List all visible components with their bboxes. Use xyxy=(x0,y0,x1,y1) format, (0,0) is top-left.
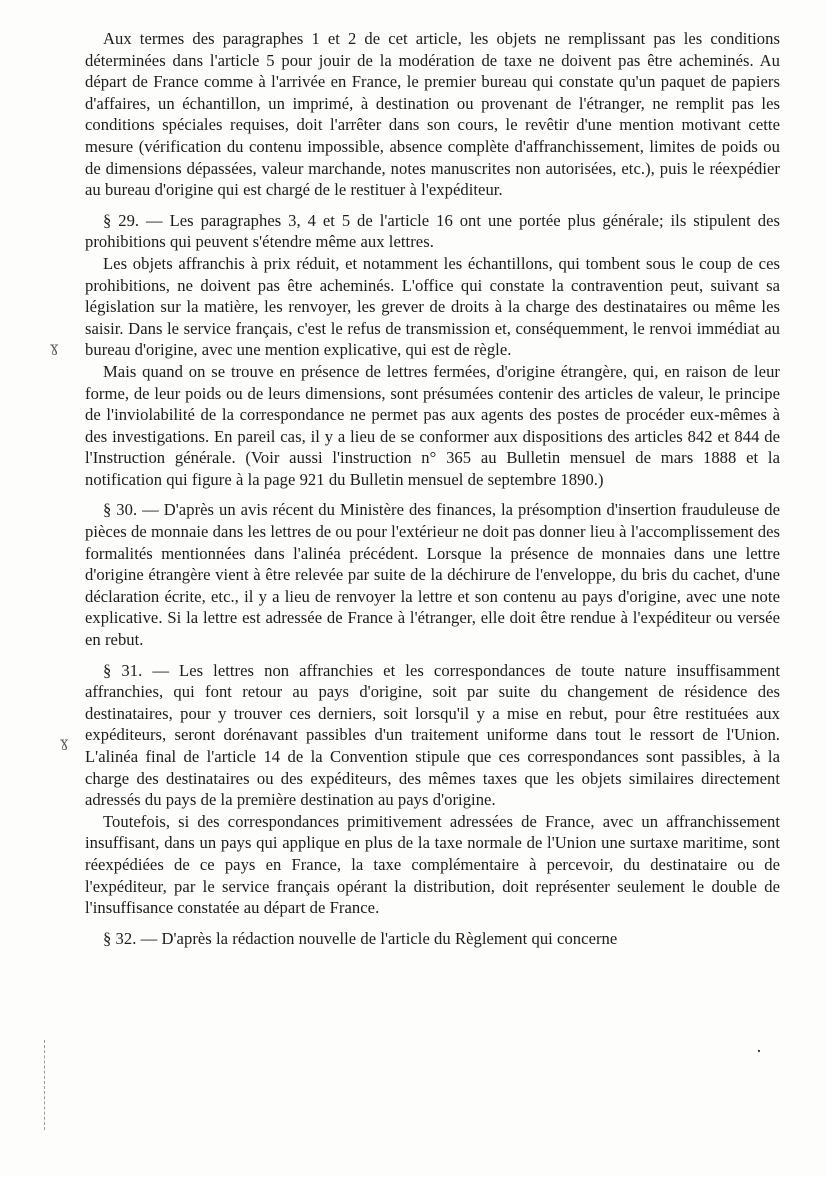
paragraph-section-30: § 30. — D'après un avis récent du Ministère des finances, la présomption d'insertion frauduleuse de pièces de monnaie dans les lettres de ou pour l'extérieur ne doit pas donner lieu à l'accomplissement des formalités mentionnées dans l'alinéa précédent. Lorsque la présence de monnaies dans une lettre d'origine étrangère vient à être relevée par suite de la déchirure de l'enveloppe, du bris du cachet, d'une déclaration écrite, etc., il y a lieu de renvoyer la lettre et son contenu au pays d'origine, avec une note explicative. Si la lettre est adressée de France à l'étranger, elle doit être rendue à l'expéditeur ou versée en rebut. xyxy=(85,500,780,650)
paragraph-section-29-sealed-letters: Mais quand on se trouve en présence de lettres fermées, d'origine étrangère, qui, en raison de leur forme, de leur poids ou de leurs dimensions, sont présumées contenir des articles de valeur, le principe de l'inviolabilité de la correspondance ne permet pas aux agents des postes de procéder eux-mêmes à des investigations. En pareil cas, il y a lieu de se conformer aux dispositions des articles 842 et 844 de l'Instruction générale. (Voir aussi l'instruction n° 365 au Bulletin mensuel de mars 1888 et la notification qui figure à la page 921 du Bulletin mensuel de septembre 1890.) xyxy=(85,361,780,489)
paragraph-section-32: § 32. — D'après la rédaction nouvelle de l'article du Règlement qui concerne xyxy=(103,928,618,948)
ink-speck xyxy=(758,1050,760,1052)
paragraph-section-29-prohibitions: Les objets affranchis à prix réduit, et notamment les échantillons, qui tombent sous le coup de ces prohibitions, ne doivent pas être acheminés. L'office qui constate la contravention peut, suivant sa législation sur la matière, les renvoyer, les grever de droits à la charge des destinataires ou même les saisir. Dans le service français, c'est le refus de transmission et, conséquemment, le renvoi immédiat au bureau d'origine, avec une mention explicative, qui est de règle. xyxy=(85,253,780,360)
paragraph-section-31-surcharge: Toutefois, si des correspondances primitivement adressées de France, avec un affranchissement insuffisant, dans un pays qui applique en plus de la taxe normale de l'Union une surtaxe maritime, sont réexpédiées de ce pays en France, la taxe complémentaire à percevoir, du destinataire ou de l'expéditeur, par le service français opérant la distribution, doit représenter seulement le double de l'insuffisance constatée au départ de France. xyxy=(85,811,780,918)
body-text xyxy=(85,28,780,949)
paragraph-section-29: § 29. — Les paragraphes 3, 4 et 5 de l'article 16 ont une portée plus générale; ils stipulent des prohibitions qui peuvent s'étendre même aux lettres. xyxy=(85,210,780,252)
paragraph-section-31: § 31. — Les lettres non affranchies et les correspondances de toute nature insuffisamment affranchies, qui font retour au pays d'origine, soit par suite du changement de résidence des destinataires, pour y trouver ces derniers, soit lorsqu'il y a mise en rebut, pour être restituées aux expéditeurs, seront dorénavant passibles d'un traitement uniforme dans tout le ressort de l'Union. L'alinéa final de l'article 14 de la Convention stipule que ces correspondances sont passibles, à la charge des destinataires ou des expéditeurs, des mêmes taxes que les objets similaires directement adressés du pays de la première destination au pays d'origine. xyxy=(85,660,780,810)
paragraph-intro: Aux termes des paragraphes 1 et 2 de cet article, les objets ne remplissant pas les conditions déterminées dans l'article 5 pour jouir de la modération de taxe ne doivent pas être acheminés. Au départ de France comme à l'arrivée en France, le premier bureau qui constate qu'un paquet de papiers d'affaires, un échantillon, un imprimé, à destination ou provenant de l'étranger, ne remplit pas les conditions spéciales requises, doit l'arrêter dans son cours, le revêtir d'une mention motivant cette mesure (vérification du contenu impossible, absence complète d'affranchissement, limites de poids ou de dimensions dépassées, valeur marchande, notes manuscrites non autorisées, etc.), puis le réexpédier au bureau d'origine qui est chargé de le restituer à l'expéditeur. xyxy=(85,29,780,200)
margin-pencil-mark: ɣ xyxy=(60,735,69,751)
binding-edge-marks xyxy=(44,1040,47,1130)
margin-pencil-mark: ɣ xyxy=(50,340,59,356)
